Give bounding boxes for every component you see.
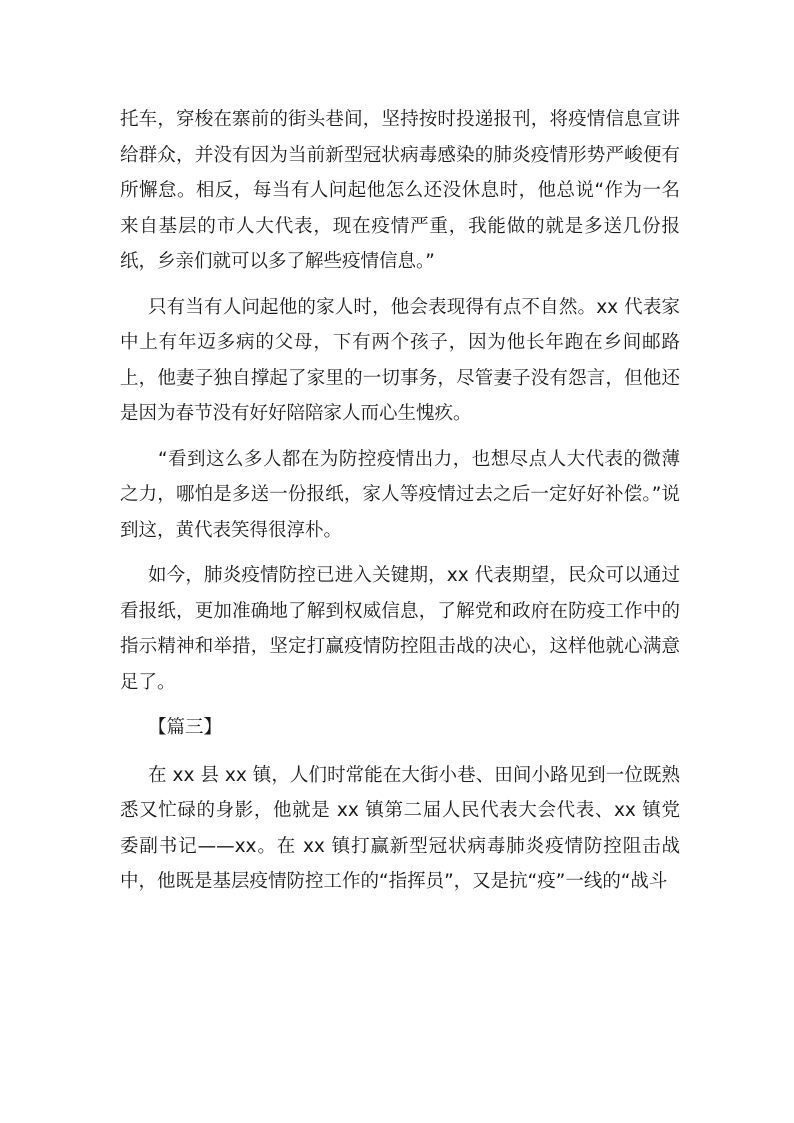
section-heading: 【篇三】 [148,717,223,738]
paragraph-family: 只有当有人问起他的家人时，他会表现得有点不自然。xx 代表家中上有年迈多病的父母，下有两个孩子，因为他长年跑在乡间邮路上，他妻子独自撑起了家里的一切事务，尽管妻子没有怨言，但他还是因为春节没有好好陪陪家人而心生愧疚。 [120,296,680,424]
document-body [120,102,680,910]
paragraph-continuation: 托车，穿梭在寨前的街头巷间，坚持按时投递报刊，将疫情信息宣讲给群众，并没有因为当前新型冠状病毒感染的肺炎疫情形势严峻便有所懈怠。相反，每当有人问起他怎么还没休息时，他总说“作为一名来自基层的市人大代表，现在疫情严重，我能做的就是多送几份报纸，乡亲们就可以多了解些疫情信息。” [120,109,680,272]
paragraph-outlook: 如今，肺炎疫情防控已进入关键期，xx 代表期望，民众可以通过看报纸，更加准确地了解到权威信息，了解党和政府在防疫工作中的指示精神和举措，坚定打赢疫情防控阻击战的决心，这样他就心满意足了。 [120,565,680,693]
paragraph-quote: “看到这么多人都在为防控疫情出力，也想尽点人大代表的微薄之力，哪怕是多送一份报纸，家人等疫情过去之后一定好好补偿。”说到这，黄代表笑得很淳朴。 [120,448,680,541]
paragraph-section-three: 在 xx 县 xx 镇，人们时常能在大街小巷、田间小路见到一位既熟悉又忙碌的身影，他就是 xx 镇第二届人民代表大会代表、xx 镇党委副书记——xx。在 xx 镇打赢新型冠状病毒肺炎疫情防控阻击战中，他既是基层疫情防控工作的“指挥员”，又是抗“疫”一线的“战斗 [120,764,680,892]
